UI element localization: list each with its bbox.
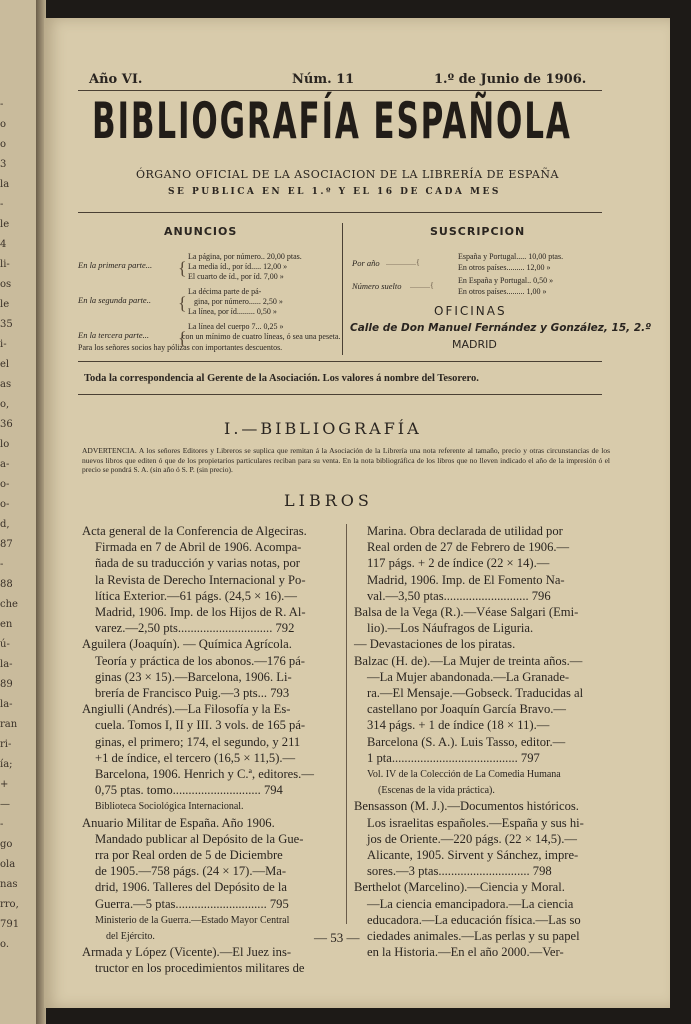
page-number: — 53 — [314, 930, 360, 945]
facing-page-fragment: + [0, 779, 9, 790]
entry-line: —La ciencia emancipadora.—La ciencia [367, 896, 574, 911]
journal-title: BIBLIOGRAFÍA ESPAÑOLA [92, 92, 572, 150]
facing-page-fragment: o [0, 119, 7, 130]
entry-line: Madrid, 1906. Imp. de los Hijos de R. Al- [95, 605, 306, 619]
facing-page-fragment: la- [0, 659, 13, 670]
por-ano-price-0: España y Portugal..... 10,00 ptas. [458, 252, 564, 261]
entry-line: Madrid, 1906. Imp. de El Fomento Na- [367, 572, 565, 587]
facing-page-fragment: li- [0, 259, 10, 270]
facing-page-fragment: - [0, 559, 4, 570]
facing-page-fragment: o- [0, 499, 10, 510]
entry-line: lio).—Los Náufragos de Liguria. [367, 621, 534, 636]
facing-page-fragment: as [0, 379, 12, 390]
info-rule [78, 361, 602, 362]
entry-line: ciedades animales.—Las perlas y su papel [367, 929, 580, 943]
facing-page-edge [0, 0, 40, 1024]
facing-page-fragment: ía; [0, 759, 13, 770]
numero-suelto-dots: ..........{ [410, 281, 434, 290]
facing-page-fragment: 35 [0, 319, 13, 330]
header-rule [78, 90, 602, 91]
facing-page-fragment: - [0, 199, 4, 210]
entry-author-line: Anuario Militar de España. Año 1906. [82, 815, 275, 830]
issue-number: Núm. 11 [292, 72, 355, 87]
entry-line: del Ejército. [106, 931, 155, 942]
correspondence-note: Toda la correspondencia al Gerente de la Asociación. Los valores á nombre del Tesorero. [84, 373, 479, 384]
por-ano-label: Por año [352, 258, 380, 268]
entry-line: Los israelitas españoles.—España y sus hi- [367, 815, 584, 830]
facing-page-fragment: — [0, 799, 10, 810]
entry-line: Alicante, 1905. Sirvent y Sánchez, impre- [367, 848, 579, 862]
facing-page-fragment: o- [0, 479, 10, 490]
entry-line: Real orden de 27 de Febrero de 1906.— [367, 540, 570, 555]
facing-page-fragment: ú- [0, 639, 10, 650]
issue-year: Año VI. [89, 72, 143, 87]
entry-line: Barcelona, 1906. Henrich y C.ª, editores.— [95, 767, 314, 781]
entry-line: ginas (23 × 15).—Barcelona, 1906. Li- [95, 669, 292, 684]
entry-line: Biblioteca Sociológica Internacional. [95, 801, 244, 813]
entry-author-line: Bensasson (M. J.).—Documentos históricos. [354, 799, 579, 814]
entry-line: Teoría y práctica de los abonos.—176 pá- [95, 653, 305, 668]
entry-line: la Revista de Derecho Internacional y Po- [95, 572, 306, 587]
entry-author-line: Acta general de la Conferencia de Algeciras. [82, 524, 307, 538]
column-divider [342, 223, 343, 355]
entry-line: ginas, el primero; 174, el segundo, y 211 [95, 734, 301, 749]
entry-line: educadora.—La educación física.—Las so [367, 912, 581, 927]
facing-page-fragment: d, [0, 519, 10, 530]
numero-suelto-price-1: En otros países......... 1,00 » [458, 287, 547, 296]
anuncio-price-line: La décima parte de pá- [188, 287, 262, 296]
facing-page-fragment: la- [0, 699, 13, 710]
entry-line: 0,75 ptas. tomo............................ 794 [95, 783, 283, 798]
entry-line: cuela. Tomos I, II y III. 3 vols. de 165 pá- [95, 718, 306, 733]
entry-line: Firmada en 7 de Abril de 1906. Acompa- [95, 540, 302, 555]
facing-page-fragment: os [0, 279, 12, 290]
facing-page-fragment: en [0, 619, 13, 630]
entry-line: Ministerio de la Guerra.—Estado Mayor Central [95, 914, 290, 926]
brace-glyph: { [178, 328, 187, 348]
anuncio-section-label: En la tercera parte... [78, 330, 149, 340]
anuncio-price-line: gina, por número...... 2,50 » [194, 297, 283, 306]
libros-heading: LIBROS [284, 491, 373, 510]
entry-line: lítica Exterior.—61 págs. (24,5 × 16).— [95, 588, 297, 603]
entry-line: ñada de su traducción y varias notas, por [95, 556, 300, 571]
entry-author-line: Berthelot (Marcelino).—Ciencia y Moral. [354, 880, 565, 895]
por-ano-dots: ...............{ [386, 258, 420, 267]
facing-page-fragment: le [0, 219, 10, 230]
facing-page-fragment: lo [0, 439, 10, 450]
entry-author-line: Balzac (H. de).—La Mujer de treinta años.— [354, 653, 583, 668]
facing-page-fragment: el [0, 359, 10, 370]
facing-page-fragment: o. [0, 939, 10, 950]
entry-line: 1 pta........................................ 797 [367, 750, 540, 765]
anuncio-price-line: La página, por número.. 20,00 ptas. [188, 252, 302, 261]
entry-line: 314 págs. + 1 de índice (18 × 11).— [367, 718, 550, 733]
entry-line: rra por Real orden de 5 de Diciembre [95, 848, 283, 862]
brace-glyph: { [178, 293, 187, 313]
journal-page [44, 18, 670, 1008]
entry-author-line: Armada y López (Vicente).—El Juez ins- [82, 945, 292, 960]
facing-page-fragment: o [0, 139, 7, 150]
entry-line: en la Historia.—En el año 2000.—Ver- [367, 945, 564, 960]
facing-page-fragment: 87 [0, 539, 13, 550]
facing-page-fragment: la [0, 179, 10, 190]
entry-author-line: Aguilera (Joaquín). — Química Agrícola. [82, 637, 292, 652]
numero-suelto-price-0: En España y Portugal.. 0,50 » [458, 276, 554, 285]
entry-line: Guerra.—5 ptas............................. 795 [95, 896, 289, 911]
issue-date: 1.º de Junio de 1906. [434, 72, 587, 87]
facing-page-fragment: 89 [0, 679, 13, 690]
entry-author-line: — Devastaciones de los piratas. [354, 637, 516, 652]
entry-line: tructor en los procedimientos militares de [95, 961, 305, 976]
advertencia-text: ADVERTENCIA. A los señores Editores y Libreros se suplica que remitan á la Asociación de la Librería una nota referente al tamaño, precio y otras circunstancias de los nuevos libros que editen ó que de los propietarios particulares reciban para su venta. En la nota bibliográfica de los libros que no lleven indicado el año de la impresión ó el precio se pondrá S. A. (sin año ó S. P. (sin precio). [82, 446, 610, 474]
entry-line: brería de Francisco Puig.—3 pts... 793 [95, 686, 290, 700]
entry-line: Vol. IV de la Colección de La Comedia Humana [367, 769, 561, 780]
anuncio-price-line: La media íd., por íd..... 12,00 » [188, 262, 288, 271]
facing-page-fragment: o, [0, 399, 10, 410]
numero-suelto-label: Número suelto [352, 281, 402, 291]
journal-subtitle: ÓRGANO OFICIAL DE LA ASOCIACION DE LA LIBRERÍA DE ESPAÑA [136, 168, 559, 181]
entry-line: +1 de índice, el tercero (16,5 × 11,5).— [95, 750, 296, 765]
entry-line: drid, 1906. Talleres del Depósito de la [95, 880, 287, 895]
publication-schedule: SE PUBLICA EN EL 1.º Y EL 16 DE CADA MES [168, 187, 501, 197]
anuncios-note: Para los señores socios hay pólizas con importantes descuentos. [78, 343, 283, 352]
facing-page-fragment: go [0, 839, 13, 850]
office-city: MADRID [452, 338, 497, 351]
facing-page-fragment: ran [0, 719, 18, 730]
entry-line: Marina. Obra declarada de utilidad por [367, 524, 563, 538]
entry-line: castellano por Joaquín García Bravo.— [367, 702, 566, 717]
entry-line: 117 págs. + 2 de índice (22 × 14).— [367, 556, 550, 571]
anuncio-section-label: En la segunda parte.. [78, 295, 151, 305]
entry-line: jos de Oriente.—220 págs. (22 × 14,5).— [367, 831, 577, 846]
anuncio-section-label: En la primera parte... [78, 260, 153, 270]
entry-author-line: Angiulli (Andrés).—La Filosofía y la Es- [82, 702, 291, 717]
entry-line: —La Mujer abandonada.—La Granade- [367, 669, 570, 684]
facing-page-fragment: 3 [0, 159, 7, 170]
anuncio-price-line: La línea, por íd......... 0,50 » [188, 307, 277, 316]
entry-line: ra.—El Mensaje.—Gobseck. Traducidas al [367, 686, 584, 700]
facing-page-fragment: le [0, 299, 10, 310]
facing-page-fragment: ri- [0, 739, 12, 750]
facing-page-fragment: rro, [0, 899, 19, 910]
anuncio-price-line: La línea del cuerpo 7... 0,25 » [188, 322, 284, 331]
entries-divider [346, 524, 347, 924]
entry-line: de 1905.—758 págs. (24 × 17).—Ma- [95, 864, 287, 879]
entry-line: varez.—2,50 pts.............................. 792 [95, 621, 295, 636]
entry-line: Barcelona (S. A.). Luis Tasso, editor.— [367, 734, 566, 749]
facing-page-fragment: - [0, 819, 4, 830]
oficinas-heading: OFICINAS [434, 304, 507, 318]
entry-line: sores.—3 ptas............................. 798 [367, 864, 552, 879]
facing-page-fragment: che [0, 599, 18, 610]
facing-page-fragment: nas [0, 879, 18, 890]
suscripcion-heading: SUSCRIPCION [430, 225, 526, 238]
masthead-rule [78, 212, 602, 213]
anuncios-heading: ANUNCIOS [164, 225, 238, 238]
facing-page-fragment: 36 [0, 419, 13, 430]
entry-line: val.—3,50 ptas........................... 796 [367, 588, 551, 603]
anuncio-price-line: con un mínimo de cuatro líneas, ó sea una peseta. [182, 332, 341, 341]
facing-page-fragment: 4 [0, 239, 7, 250]
facing-page-fragment: 791 [0, 919, 20, 930]
facing-page-fragment: - [0, 99, 4, 110]
section-heading: I.—BIBLIOGRAFÍA [224, 419, 422, 438]
facing-page-fragment: i- [0, 339, 7, 350]
facing-page-fragment: ola [0, 859, 16, 870]
entry-author-line: Balsa de la Vega (R.).—Véase Salgari (Emi- [354, 605, 579, 619]
entry-line: Mandado publicar al Depósito de la Gue- [95, 831, 304, 846]
office-address: Calle de Don Manuel Fernández y González, 15, 2.º [350, 322, 652, 334]
facing-page-fragment: 88 [0, 579, 13, 590]
entry-line: (Escenas de la vida práctica). [378, 785, 495, 797]
anuncio-price-line: El cuarto de íd., por íd. 7,00 » [188, 272, 284, 281]
brace-glyph: { [178, 258, 187, 278]
correspondence-rule [78, 394, 602, 395]
por-ano-price-1: En otros países......... 12,00 » [458, 263, 551, 272]
facing-page-fragment: a- [0, 459, 10, 470]
